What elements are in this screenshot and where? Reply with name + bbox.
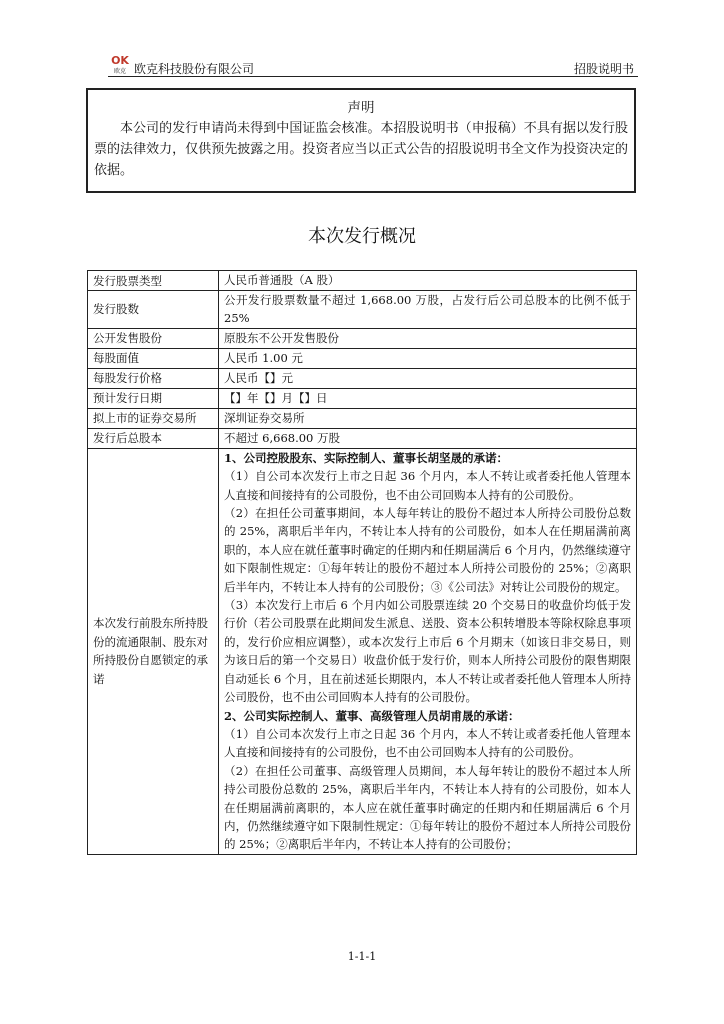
commitment-paragraph: 1、公司控股股东、实际控制人、董事长胡坚晟的承诺： (224, 450, 508, 465)
company-name: 欧克科技股份有限公司 (134, 62, 255, 76)
logo-mark: OK (111, 54, 129, 67)
commitment-paragraph: （1）自公司本次发行上市之日起 36 个月内，本人不转让或者委托他人管理本人直接和间接持有的公司股份，也不由公司回购本人持有的公司股份。 (224, 726, 631, 760)
company-logo (108, 52, 132, 74)
table-row (88, 368, 637, 388)
commitment-paragraph: （2）在担任公司董事、高级管理人员期间，本人每年转让的股份不超过本人所持公司股份总数的 25%，离职后半年内，不转让本人持有的公司股份，如本人在任期届满前离职的，本人应在就任董事时确定的任期内和任期届满后 6 个月内，仍然继续遵守如下限制性规定：①每年转让的股份不超过本人所持公司股份的 25%；②离职后半年内，不转让本人持有的公司股份； (224, 763, 631, 852)
row-value: 原股东不公开发售股份 (219, 328, 637, 348)
row-value: 人民币【】元 (219, 368, 637, 388)
row-value: 不超过 6,668.00 万股 (219, 428, 637, 448)
commitment-content (219, 448, 637, 854)
table-row (88, 271, 637, 291)
table-row (88, 291, 637, 329)
row-value: 深圳证券交易所 (219, 408, 637, 428)
page-number: 1-1-1 (347, 950, 377, 963)
row-label: 公开发售股份 (88, 328, 219, 348)
commitment-paragraph: （3）本次发行上市后 6 个月内如公司股票连续 20 个交易日的收盘价均低于发行价（若公司股票在此期间发生派息、送股、资本公积转增股本等除权除息事项的，发行价应相应调整），或本次发行上市后 6 个月期末（如该日非交易日，则为该日后的第一个交易日）收盘价低于发行价，则本人所持公司股份的限售期限自动延长 6 个月，且在前述延长期限内，本人不转让或者委托他人管理本人所持公司股份，也不由公司回购本人持有的公司股份。 (224, 598, 631, 705)
table-row (88, 348, 637, 368)
offering-overview-table (87, 270, 637, 855)
page-header (108, 52, 638, 77)
table-row (88, 388, 637, 408)
row-label: 每股面值 (88, 348, 219, 368)
table-row (88, 428, 637, 448)
row-label: 发行股票类型 (88, 271, 219, 291)
disclaimer-box (86, 88, 636, 193)
commitment-label: 本次发行前股东所持股份的流通限制、股东对所持股份自愿锁定的承诺 (88, 448, 219, 854)
row-value: 人民币普通股（A 股） (219, 271, 637, 291)
logo-caption: 欧克 (113, 68, 127, 74)
row-value: 人民币 1.00 元 (219, 348, 637, 368)
row-value: 公开发行股票数量不超过 1,668.00 万股，占发行后公司总股本的比例不低于 25% (219, 291, 637, 329)
section-title: 本次发行概况 (308, 226, 416, 247)
row-value: 【】年【】月【】日 (219, 388, 637, 408)
row-label: 预计发行日期 (88, 388, 219, 408)
row-label: 拟上市的证券交易所 (88, 408, 219, 428)
row-label: 发行后总股本 (88, 428, 219, 448)
disclaimer-title: 声明 (347, 100, 375, 116)
table-row-commitment (88, 448, 637, 854)
row-label: 每股发行价格 (88, 368, 219, 388)
table-row (88, 328, 637, 348)
disclaimer-body: 本公司的发行申请尚未得到中国证监会核准。本招股说明书（申报稿）不具有据以发行股票的法律效力，仅供预先披露之用。投资者应当以正式公告的招股说明书全文作为投资决定的依据。 (94, 121, 628, 178)
commitment-paragraph: 2、公司实际控制人、董事、高级管理人员胡甫晟的承诺： (224, 708, 520, 723)
commitment-paragraph: （1）自公司本次发行上市之日起 36 个月内，本人不转让或者委托他人管理本人直接和间接持有的公司股份，也不由公司回购本人持有的公司股份。 (224, 469, 631, 502)
document-type: 招股说明书 (573, 62, 634, 76)
commitment-paragraph: （2）在担任公司董事期间，本人每年转让的股份不超过本人所持公司股份总数的 25%，离职后半年内，不转让本人持有的公司股份，如本人在任期届满前离职的，本人应在就任董事时确定的任期内和任期届满后 6 个月内，仍然继续遵守如下限制性规定：①每年转让的股份不超过本人所持公司股份的 25%；②离职后半年内，不转让本人持有的公司股份；③《公司法》对转让公司股份的规定。 (224, 506, 631, 594)
row-label: 发行股数 (88, 291, 219, 329)
table-row (88, 408, 637, 428)
